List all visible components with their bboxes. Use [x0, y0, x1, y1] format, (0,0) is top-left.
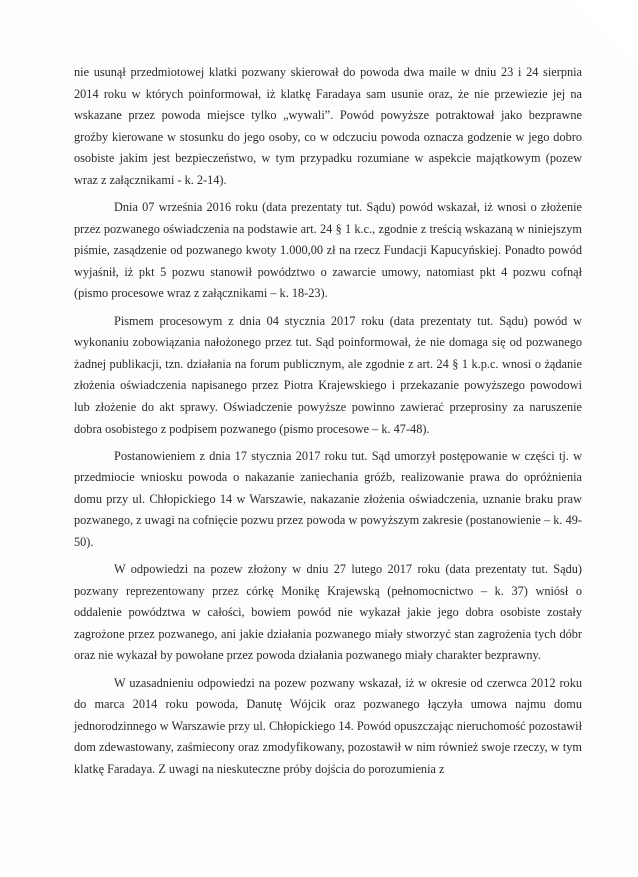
paragraph-6: W uzasadnieniu odpowiedzi na pozew pozwany wskazał, iż w okresie od czerwca 2012 roku do marca 2014 roku powoda, Danutę Wójcik oraz pozwanego łączyła umowa najmu domu jednorodzinnego w Warszawie przy ul. Chłopickiego 14. Powód opuszczając nieruchomość pozostawił dom zdewastowany, zaśmiecony oraz zmodyfikowany, pozostawił w nim również swoje rzeczy, w tym klatkę Faradaya. Z uwagi na nieskuteczne próby dojścia do porozumienia z [74, 675, 582, 776]
paragraph-5: W odpowiedzi na pozew złożony w dniu 27 lutego 2017 roku (data prezentaty tut. Sądu) pozwany reprezentowany przez córkę Monikę Krajewską (pełnomocnictwo – k. 37) wniósł o oddalenie powództwa w całości, bowiem powód nie wykazał jakie jego dobra osobiste zostały zagrożone przez pozwanego, ani jakie działania pozwanego miały stworzyć stan zagrożenia tych dóbr oraz nie wykazał by powołane przez powoda działania pozwanego miały charakter bezprawny. [74, 562, 582, 663]
document-body [74, 62, 582, 786]
paragraph-3: Pismem procesowym z dnia 04 stycznia 2017 roku (data prezentaty tut. Sądu) powód w wykonaniu zobowiązania nałożonego przez tut. Sąd poinformował, że nie domaga się od pozwanego żadnej publikacji, tzn. działania na forum publicznym, ale zgodnie z art. 24 § 1 k.p.c. wnosi o żądanie złożenia oświadczenia napisanego przez Piotra Krajewskiego i przekazanie powyższego powodowi lub złożenie do akt sprawy. Oświadczenie powyższe powinno zawierać przeprosiny za naruszenie dobra osobistego z podpisem pozwanego (pismo procesowe – k. 47-48). [74, 313, 582, 436]
paragraph-2: Dnia 07 września 2016 roku (data prezentaty tut. Sądu) powód wskazał, iż wnosi o złożenie przez pozwanego oświadczenia na podstawie art. 24 § 1 k.c., zgodnie z treścią wskazaną w niniejszym piśmie, zasądzenie od pozwanego kwoty 1.000,00 zł na rzecz Fundacji Kapucyńskiej. Ponadto powód wyjaśnił, iż pkt 5 pozwu stanowił powództwo o zawarcie umowy, natomiast pkt 4 pozwu cofnął (pismo procesowe wraz z załącznikami – k. 18-23). [74, 200, 582, 301]
paragraph-4: Postanowieniem z dnia 17 stycznia 2017 roku tut. Sąd umorzył postępowanie w części tj. w przedmiocie wniosku powoda o nakazanie zaniechania gróźb, realizowanie prawa do opróżnienia domu przy ul. Chłopickiego 14 w Warszawie, nakazanie złożenia oświadczenia, uznanie braku praw pozwanego, z uwagi na cofnięcie pozwu przez powoda w powyższym zakresie (postanowienie – k. 49-50). [74, 448, 582, 549]
folded-corner [568, 0, 638, 70]
paragraph-1: nie usunął przedmiotowej klatki pozwany skierował do powoda dwa maile w dniu 23 i 24 sierpnia 2014 roku w których poinformował, iż klatkę Faradaya sam usunie oraz, że nie przewiezie jej na wskazane przez powoda miejsce tylko „wywali”. Powód powyższe potraktował jako bezprawne groźby kierowane w stosunku do jego osoby, co w odczuciu powoda oznacza godzenie w jego dobro osobiste jakim jest bezpieczeństwo, w tym przypadku rozumiane w aspekcie majątkowym (pozew wraz z załącznikami - k. 2-14). [74, 65, 582, 187]
